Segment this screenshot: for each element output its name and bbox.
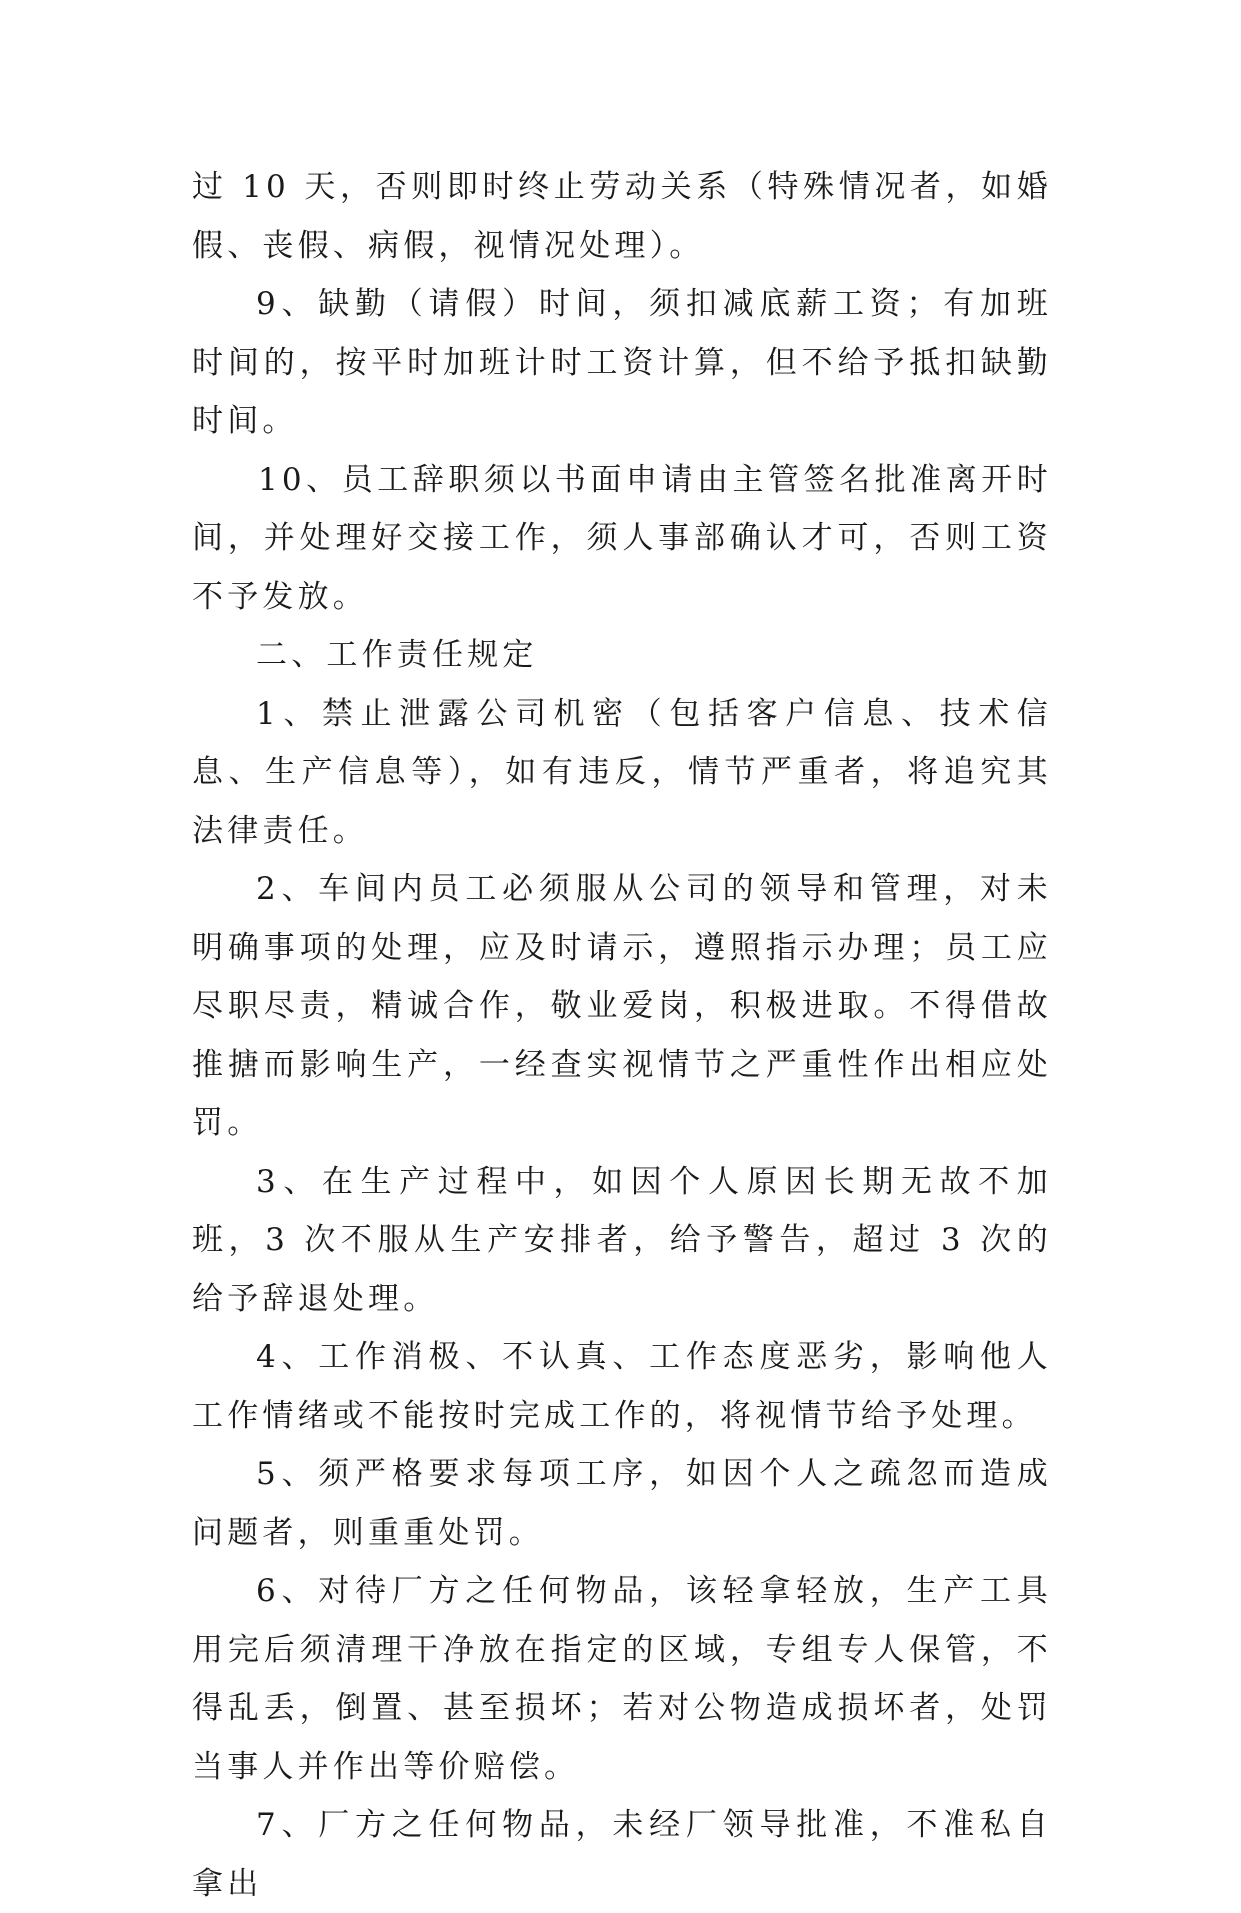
paragraph-item-9: 9、缺勤（请假）时间，须扣减底薪工资；有加班时间的，按平时加班计时工资计算，但不给予抵扣缺勤时间。 bbox=[192, 286, 1052, 439]
paragraph-responsibility-4: 4、工作消极、不认真、工作态度恶劣，影响他人工作情绪或不能按时完成工作的，将视情节给予处理。 bbox=[192, 1339, 1052, 1434]
paragraph-responsibility-2: 2、车间内员工必须服从公司的领导和管理，对未明确事项的处理，应及时请示，遵照指示办理；员工应尽职尽责，精诚合作，敬业爱岗，积极进取。不得借故推搪而影响生产，一经查实视情节之严重性作出相应处罚。 bbox=[192, 871, 1052, 1141]
paragraph-responsibility-3: 3、在生产过程中，如因个人原因长期无故不加班，3 次不服从生产安排者，给予警告，超过 3 次的给予辞退处理。 bbox=[192, 1163, 1052, 1317]
paragraph-responsibility-7: 7、厂方之任何物品，未经厂领导批准，不准私自拿出 bbox=[192, 1807, 1052, 1902]
section-heading-work-responsibility: 二、工作责任规定 bbox=[256, 637, 538, 673]
paragraph-continuation: 过 10 天，否则即时终止劳动关系（特殊情况者，如婚假、丧假、病假，视情况处理）。 bbox=[192, 169, 1052, 264]
paragraph-responsibility-5: 5、须严格要求每项工序，如因个人之疏忽而造成问题者，则重重处罚。 bbox=[192, 1456, 1052, 1551]
document-body bbox=[192, 158, 1052, 1913]
paragraph-responsibility-6: 6、对待厂方之任何物品，该轻拿轻放，生产工具用完后须清理干净放在指定的区域，专组专人保管，不得乱丢，倒置、甚至损坏；若对公物造成损坏者，处罚当事人并作出等价赔偿。 bbox=[192, 1573, 1052, 1785]
paragraph-responsibility-1: 1、禁止泄露公司机密（包括客户信息、技术信息、生产信息等），如有违反，情节严重者，将追究其法律责任。 bbox=[192, 695, 1052, 849]
paragraph-item-10: 10、员工辞职须以书面申请由主管签名批准离开时间，并处理好交接工作，须人事部确认才可，否则工资不予发放。 bbox=[192, 461, 1052, 615]
